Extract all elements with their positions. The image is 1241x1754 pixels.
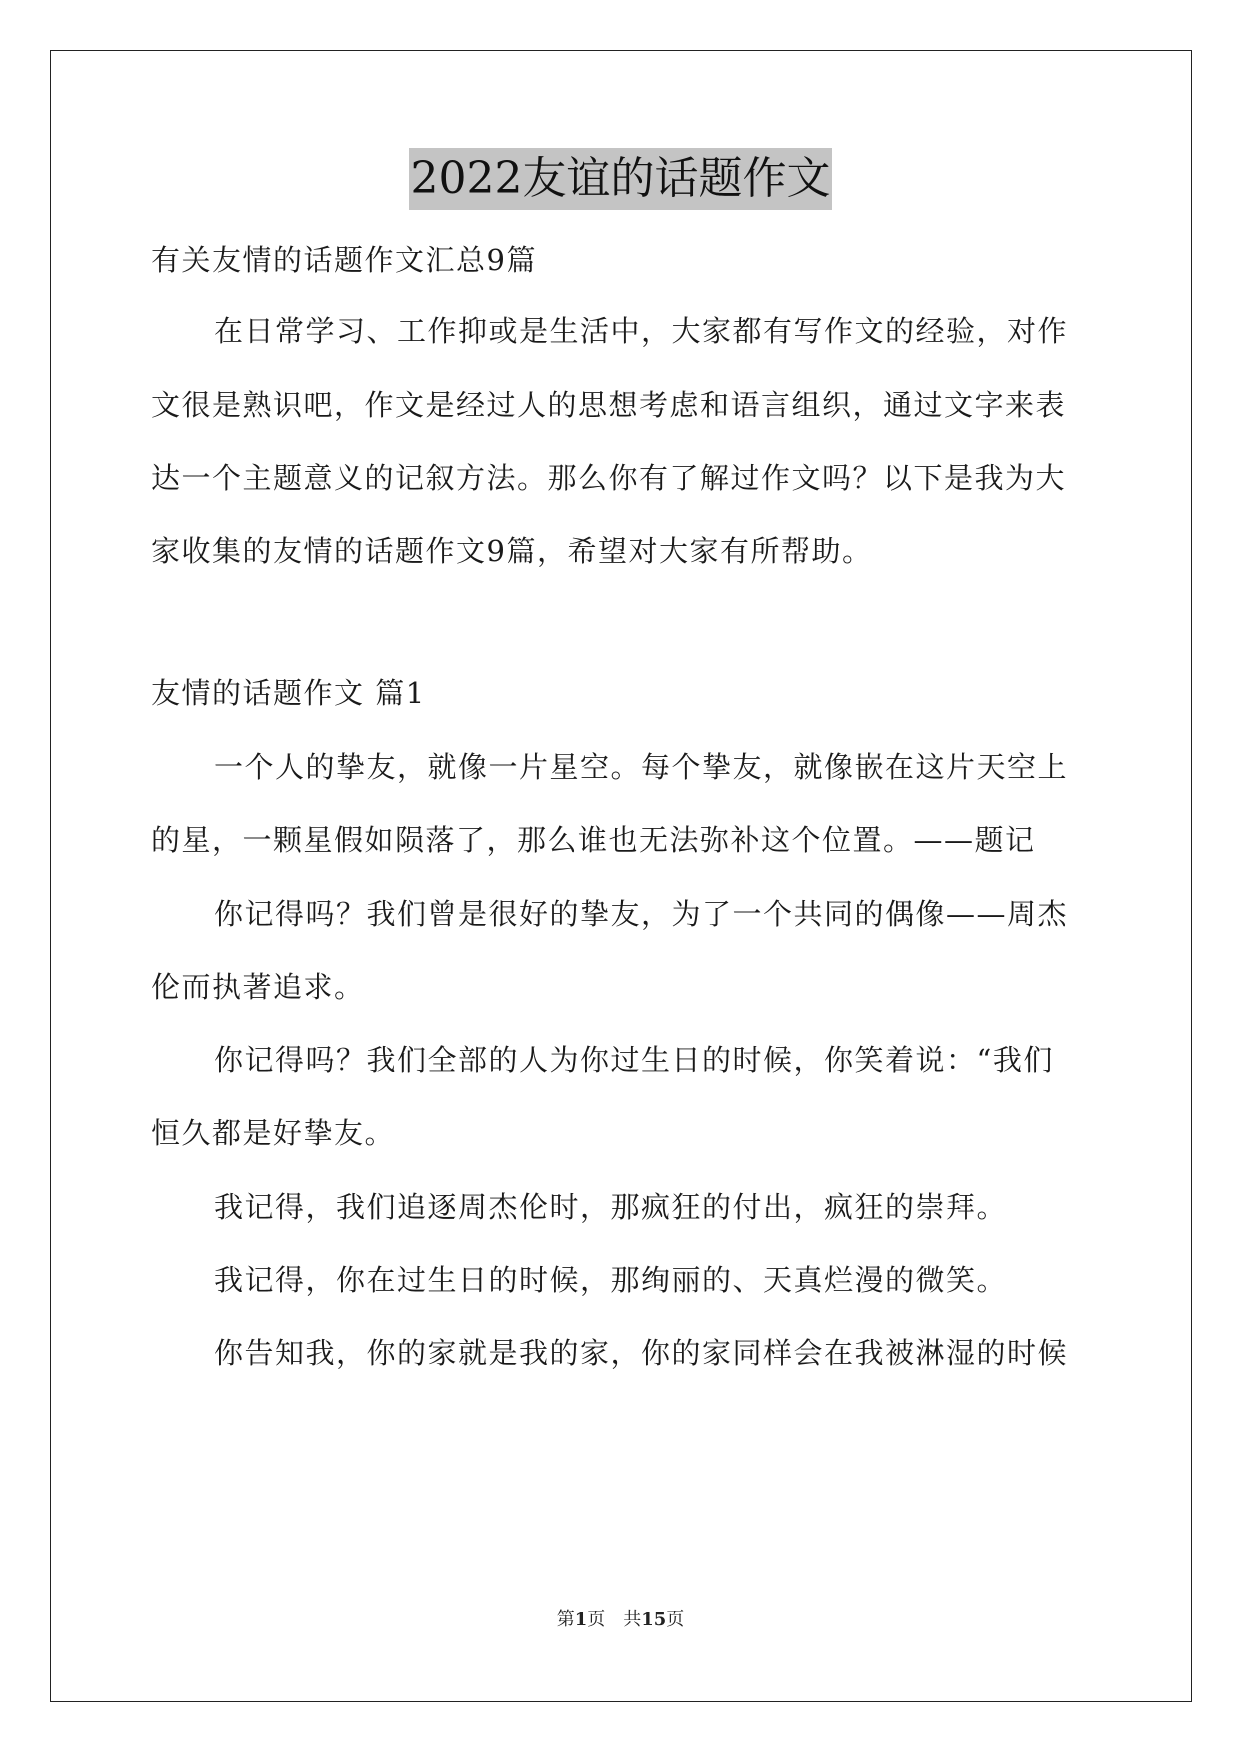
paragraph-line: 你记得吗？我们曾是很好的挚友，为了一个共同的偶像——周杰 [214,897,1069,931]
paragraph-line: 我记得，你在过生日的时候，那绚丽的、天真烂漫的微笑。 [214,1263,1008,1297]
paragraph-line: 在日常学习、工作抑或是生活中，大家都有写作文的经验，对作 [214,314,1069,348]
paragraph-line: 达一个主题意义的记叙方法。那么你有了解过作文吗？以下是我为大 [151,461,1067,495]
paragraph-line: 恒久都是好挚友。 [151,1116,396,1150]
paragraph-line: 你记得吗？我们全部的人为你过生日的时候，你笑着说：“我们 [214,1043,1054,1077]
footer-page-total: 15 [641,1609,667,1630]
footer-page-current: 1 [574,1609,588,1630]
subtitle: 有关友情的话题作文汇总9篇 [151,243,537,277]
paragraph-line: 伦而执著追求。 [151,970,365,1004]
paragraph-line: 一个人的挚友，就像一片星空。每个挚友，就像嵌在这片天空上 [214,750,1069,784]
footer-page-mid: 页 共 [587,1609,642,1630]
section-heading: 友情的话题作文 篇1 [151,676,426,710]
title-container [0,148,1241,210]
document-title: 2022友谊的话题作文 [409,148,833,210]
paragraph-line: 我记得，我们追逐周杰伦时，那疯狂的付出，疯狂的崇拜。 [214,1190,1008,1224]
paragraph-line: 文很是熟识吧，作文是经过人的思想考虑和语言组织，通过文字来表 [151,388,1067,422]
page-border [50,50,1192,1702]
paragraph-line: 你告知我，你的家就是我的家，你的家同样会在我被淋湿的时候 [214,1336,1069,1370]
paragraph-line: 的星，一颗星假如陨落了，那么谁也无法弥补这个位置。——题记 [151,823,1036,857]
footer-page-prefix: 第 [556,1609,575,1630]
footer-page-suffix: 页 [666,1609,685,1630]
paragraph-line: 家收集的友情的话题作文9篇，希望对大家有所帮助。 [151,534,873,568]
page-footer [0,1608,1241,1632]
